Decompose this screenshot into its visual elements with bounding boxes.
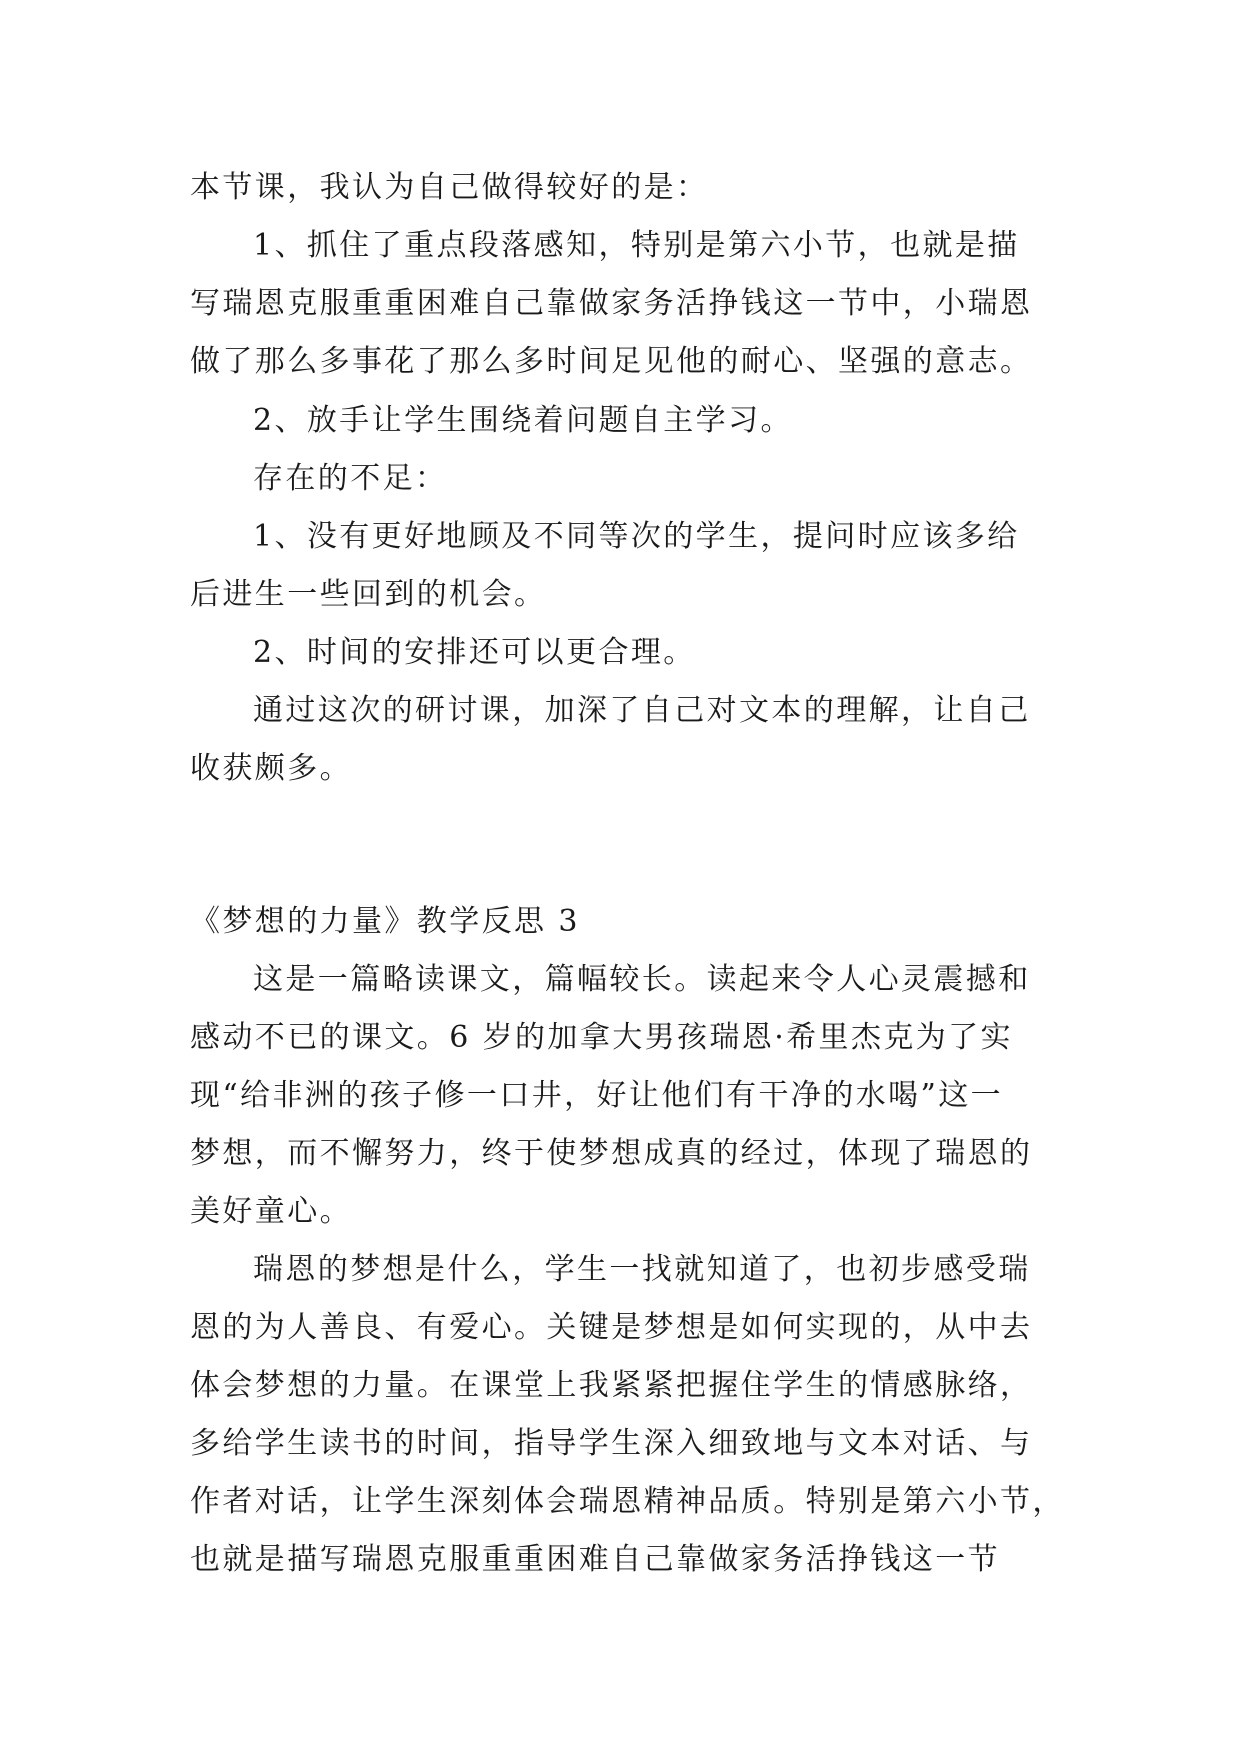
paragraph-line: 1、没有更好地顾及不同等次的学生，提问时应该多给: [253, 519, 1020, 554]
paragraph-line: 瑞恩的梦想是什么，学生一找就知道了，也初步感受瑞: [253, 1252, 1031, 1287]
paragraph-line: 恩的为人善良、有爱心。关键是梦想是如何实现的，从中去: [190, 1310, 1033, 1345]
section-heading: 《梦想的力量》教学反思 3: [190, 904, 580, 939]
paragraph-line: 收获颇多。: [190, 751, 352, 786]
paragraph-line: 也就是描写瑞恩克服重重困难自己靠做家务活挣钱这一节: [190, 1542, 1000, 1577]
paragraph-line: 感动不已的课文。6 岁的加拿大男孩瑞恩·希里杰克为了实: [190, 1020, 1013, 1055]
paragraph-line: 1、抓住了重点段落感知，特别是第六小节，也就是描: [253, 228, 1020, 263]
paragraph-line: 写瑞恩克服重重困难自己靠做家务活挣钱这一节中，小瑞恩: [190, 286, 1033, 321]
paragraph-line: 本节课，我认为自己做得较好的是：: [190, 170, 709, 205]
paragraph-line: 现“给非洲的孩子修一口井，好让他们有干净的水喝”这一: [190, 1078, 1004, 1113]
paragraph-line: 美好童心。: [190, 1194, 352, 1229]
paragraph-line: 做了那么多事花了那么多时间足见他的耐心、坚强的意志。: [190, 344, 1033, 379]
paragraph-line: 多给学生读书的时间，指导学生深入细致地与文本对话、与: [190, 1426, 1033, 1461]
paragraph-line: 2、时间的安排还可以更合理。: [253, 635, 696, 670]
paragraph-line: 后进生一些回到的机会。: [190, 577, 547, 612]
paragraph-line: 梦想，而不懈努力，终于使梦想成真的经过，体现了瑞恩的: [190, 1136, 1033, 1171]
paragraph-line: 体会梦想的力量。在课堂上我紧紧把握住学生的情感脉络，: [190, 1368, 1033, 1403]
paragraph-line: 这是一篇略读课文，篇幅较长。读起来令人心灵震撼和: [253, 962, 1031, 997]
paragraph-line: 2、放手让学生围绕着问题自主学习。: [253, 403, 793, 438]
paragraph-line: 存在的不足：: [253, 461, 448, 496]
paragraph-line: 作者对话，让学生深刻体会瑞恩精神品质。特别是第六小节，: [190, 1484, 1065, 1519]
paragraph-line: 通过这次的研讨课，加深了自己对文本的理解，让自己: [253, 693, 1031, 728]
